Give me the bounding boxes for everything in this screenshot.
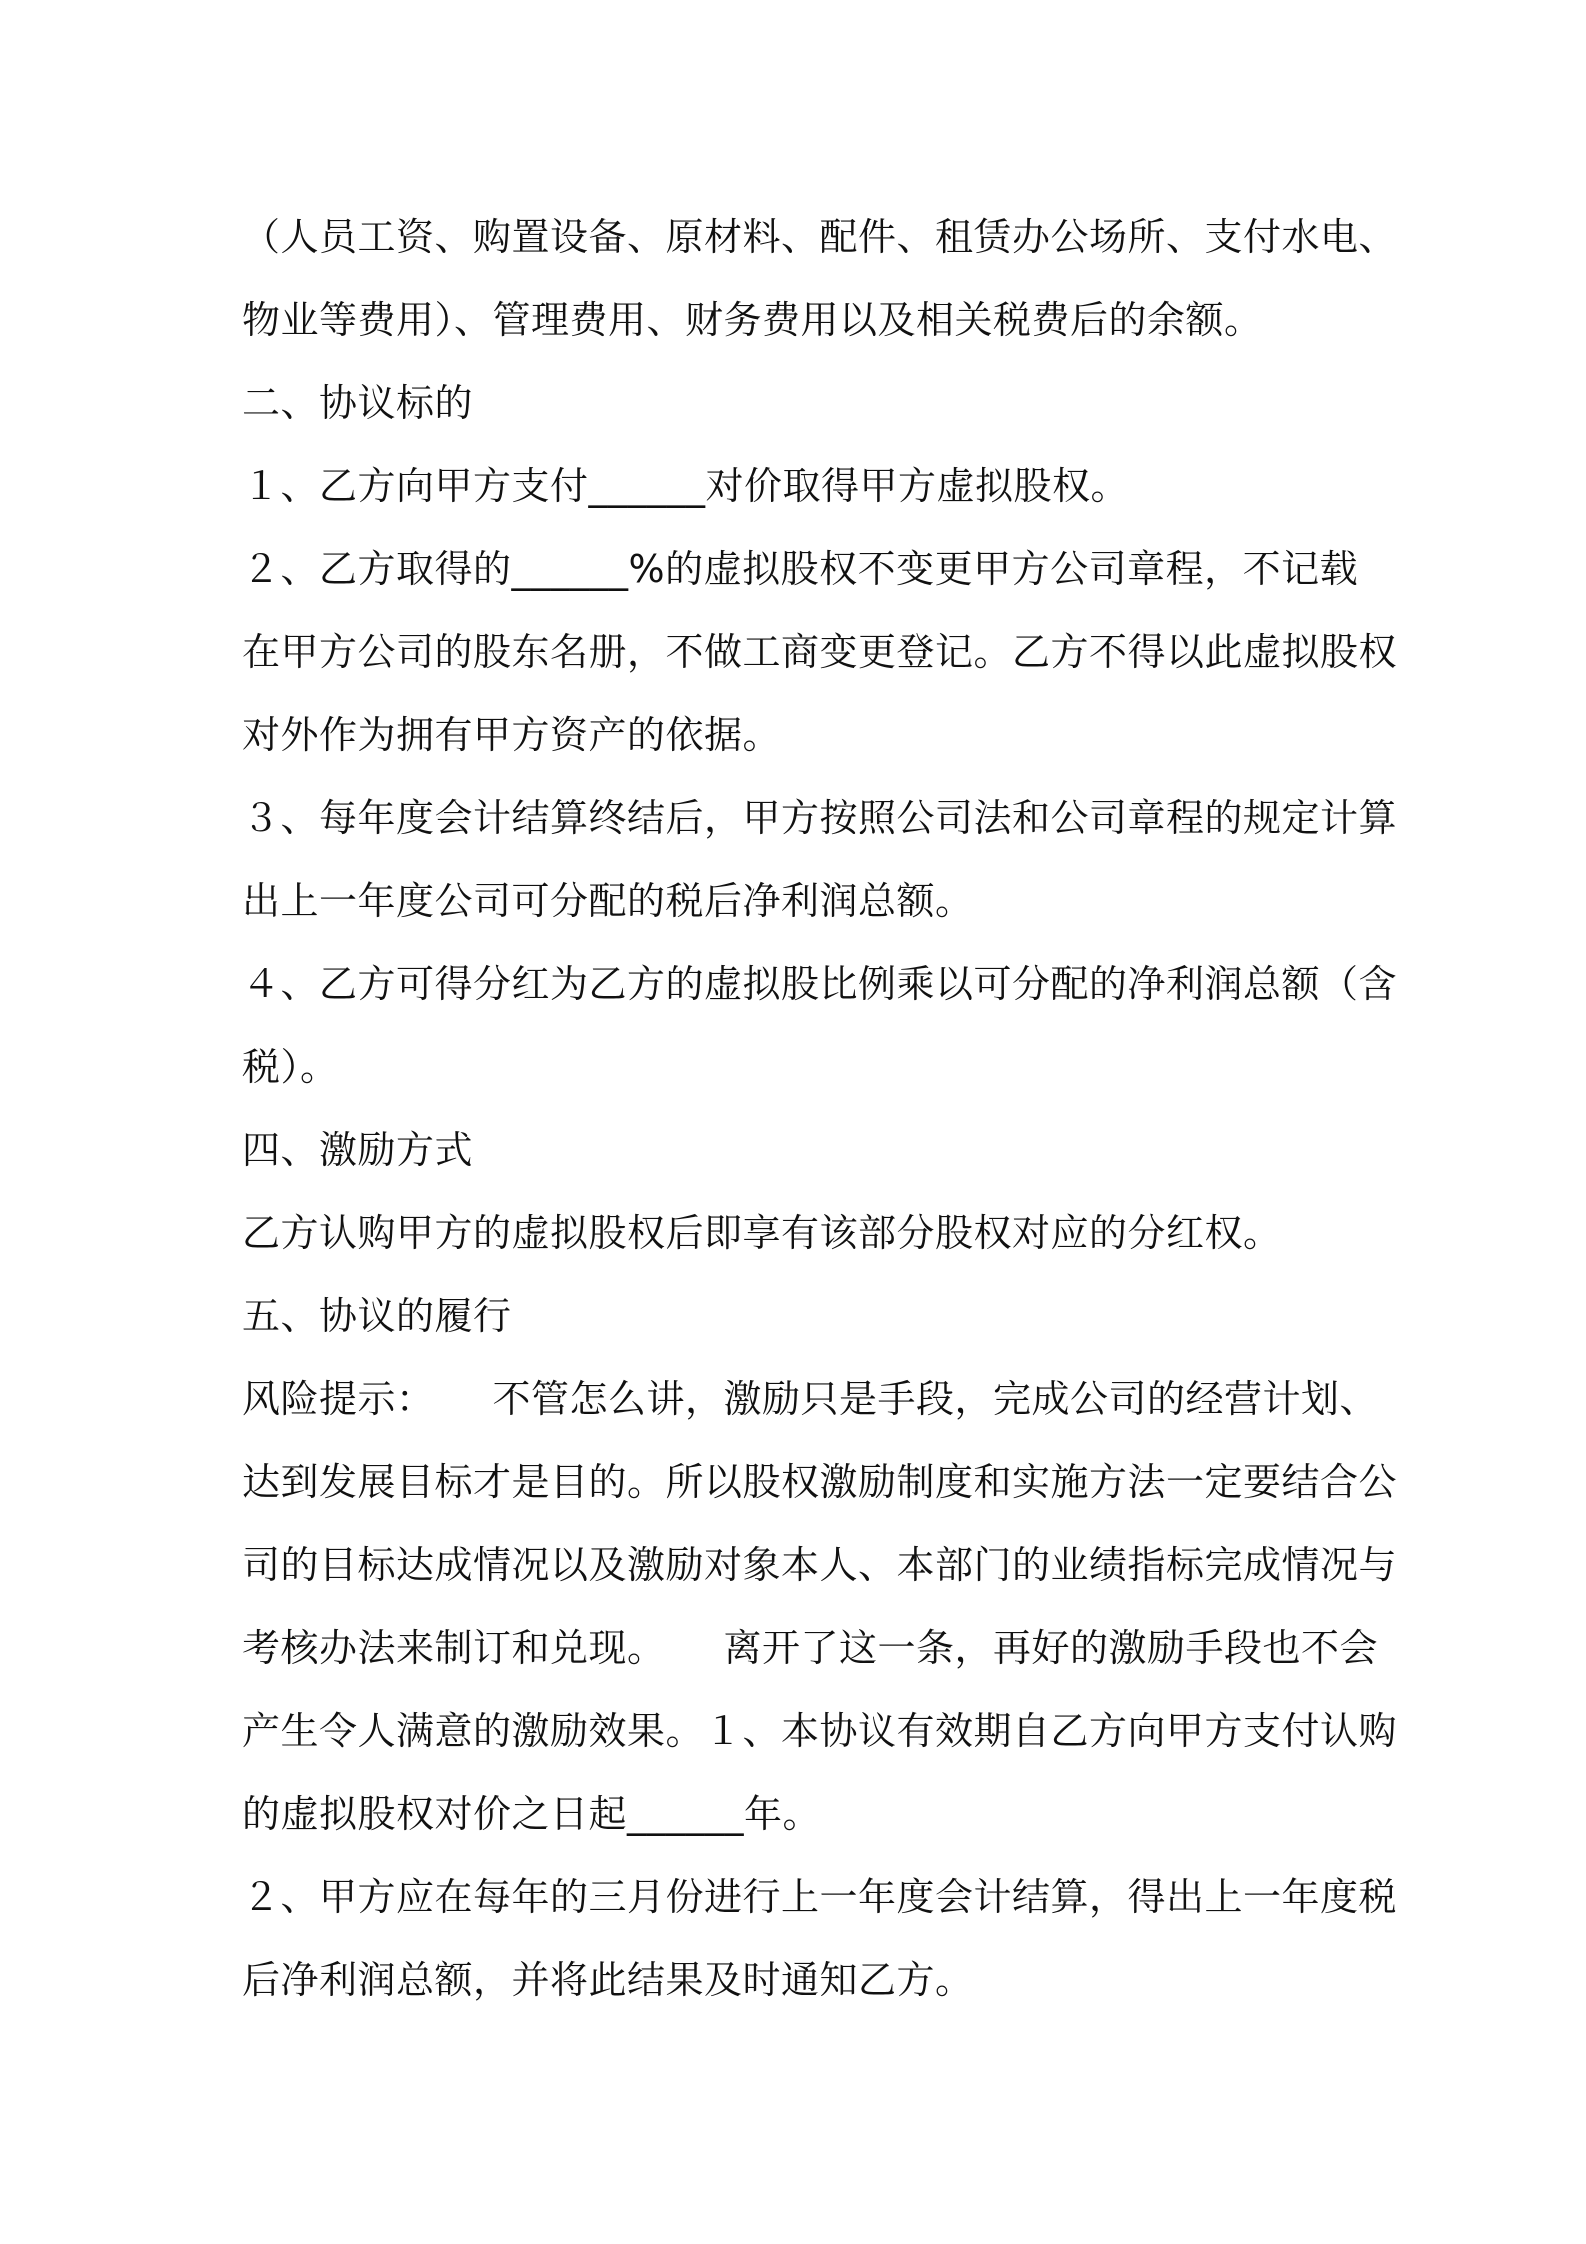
text-line: 对外作为拥有甲方资产的依据。 xyxy=(242,713,782,757)
text-line: 的虚拟股权对价之日起______年。 xyxy=(242,1792,822,1836)
section-heading: 四、激励方式 xyxy=(242,1128,474,1172)
text-line: 税）。 xyxy=(242,1045,339,1089)
text-line: 乙方认购甲方的虚拟股权后即享有该部分股权对应的分红权。 xyxy=(242,1211,1282,1255)
text-line: 风险提示： 不管怎么讲，激励只是手段，完成公司的经营计划、 xyxy=(242,1377,1379,1421)
text-line: 出上一年度公司可分配的税后净利润总额。 xyxy=(242,879,974,923)
document-body xyxy=(242,196,1398,2022)
section-heading: 二、协议标的 xyxy=(242,381,474,425)
section-heading: 五、协议的履行 xyxy=(242,1294,512,1338)
text-line: 后净利润总额，并将此结果及时通知乙方。 xyxy=(242,1958,974,2002)
text-line: 物业等费用）、管理费用、财务费用以及相关税费后的余额。 xyxy=(242,298,1263,342)
text-line: （人员工资、购置设备、原材料、配件、租赁办公场所、支付水电、 xyxy=(242,215,1398,259)
text-line: ４、乙方可得分红为乙方的虚拟股比例乘以可分配的净利润总额（含 xyxy=(242,962,1398,1006)
text-line: 考核办法来制订和兑现。 离开了这一条，再好的激励手段也不会 xyxy=(242,1626,1379,1670)
text-line: ２、甲方应在每年的三月份进行上一年度会计结算，得出上一年度税 xyxy=(242,1875,1398,1919)
text-line: 达到发展目标才是目的。所以股权激励制度和实施方法一定要结合公 xyxy=(242,1460,1398,1504)
text-line: １、乙方向甲方支付______对价取得甲方虚拟股权。 xyxy=(242,464,1130,508)
text-line: 产生令人满意的激励效果。１、本协议有效期自乙方向甲方支付认购 xyxy=(242,1709,1398,1753)
text-line: ３、每年度会计结算终结后，甲方按照公司法和公司章程的规定计算 xyxy=(242,796,1398,840)
text-line: 在甲方公司的股东名册，不做工商变更登记。乙方不得以此虚拟股权 xyxy=(242,630,1398,674)
text-line: 司的目标达成情况以及激励对象本人、本部门的业绩指标完成情况与 xyxy=(242,1543,1398,1587)
text-line: ２、乙方取得的______%的虚拟股权不变更甲方公司章程，不记载 xyxy=(242,547,1359,591)
